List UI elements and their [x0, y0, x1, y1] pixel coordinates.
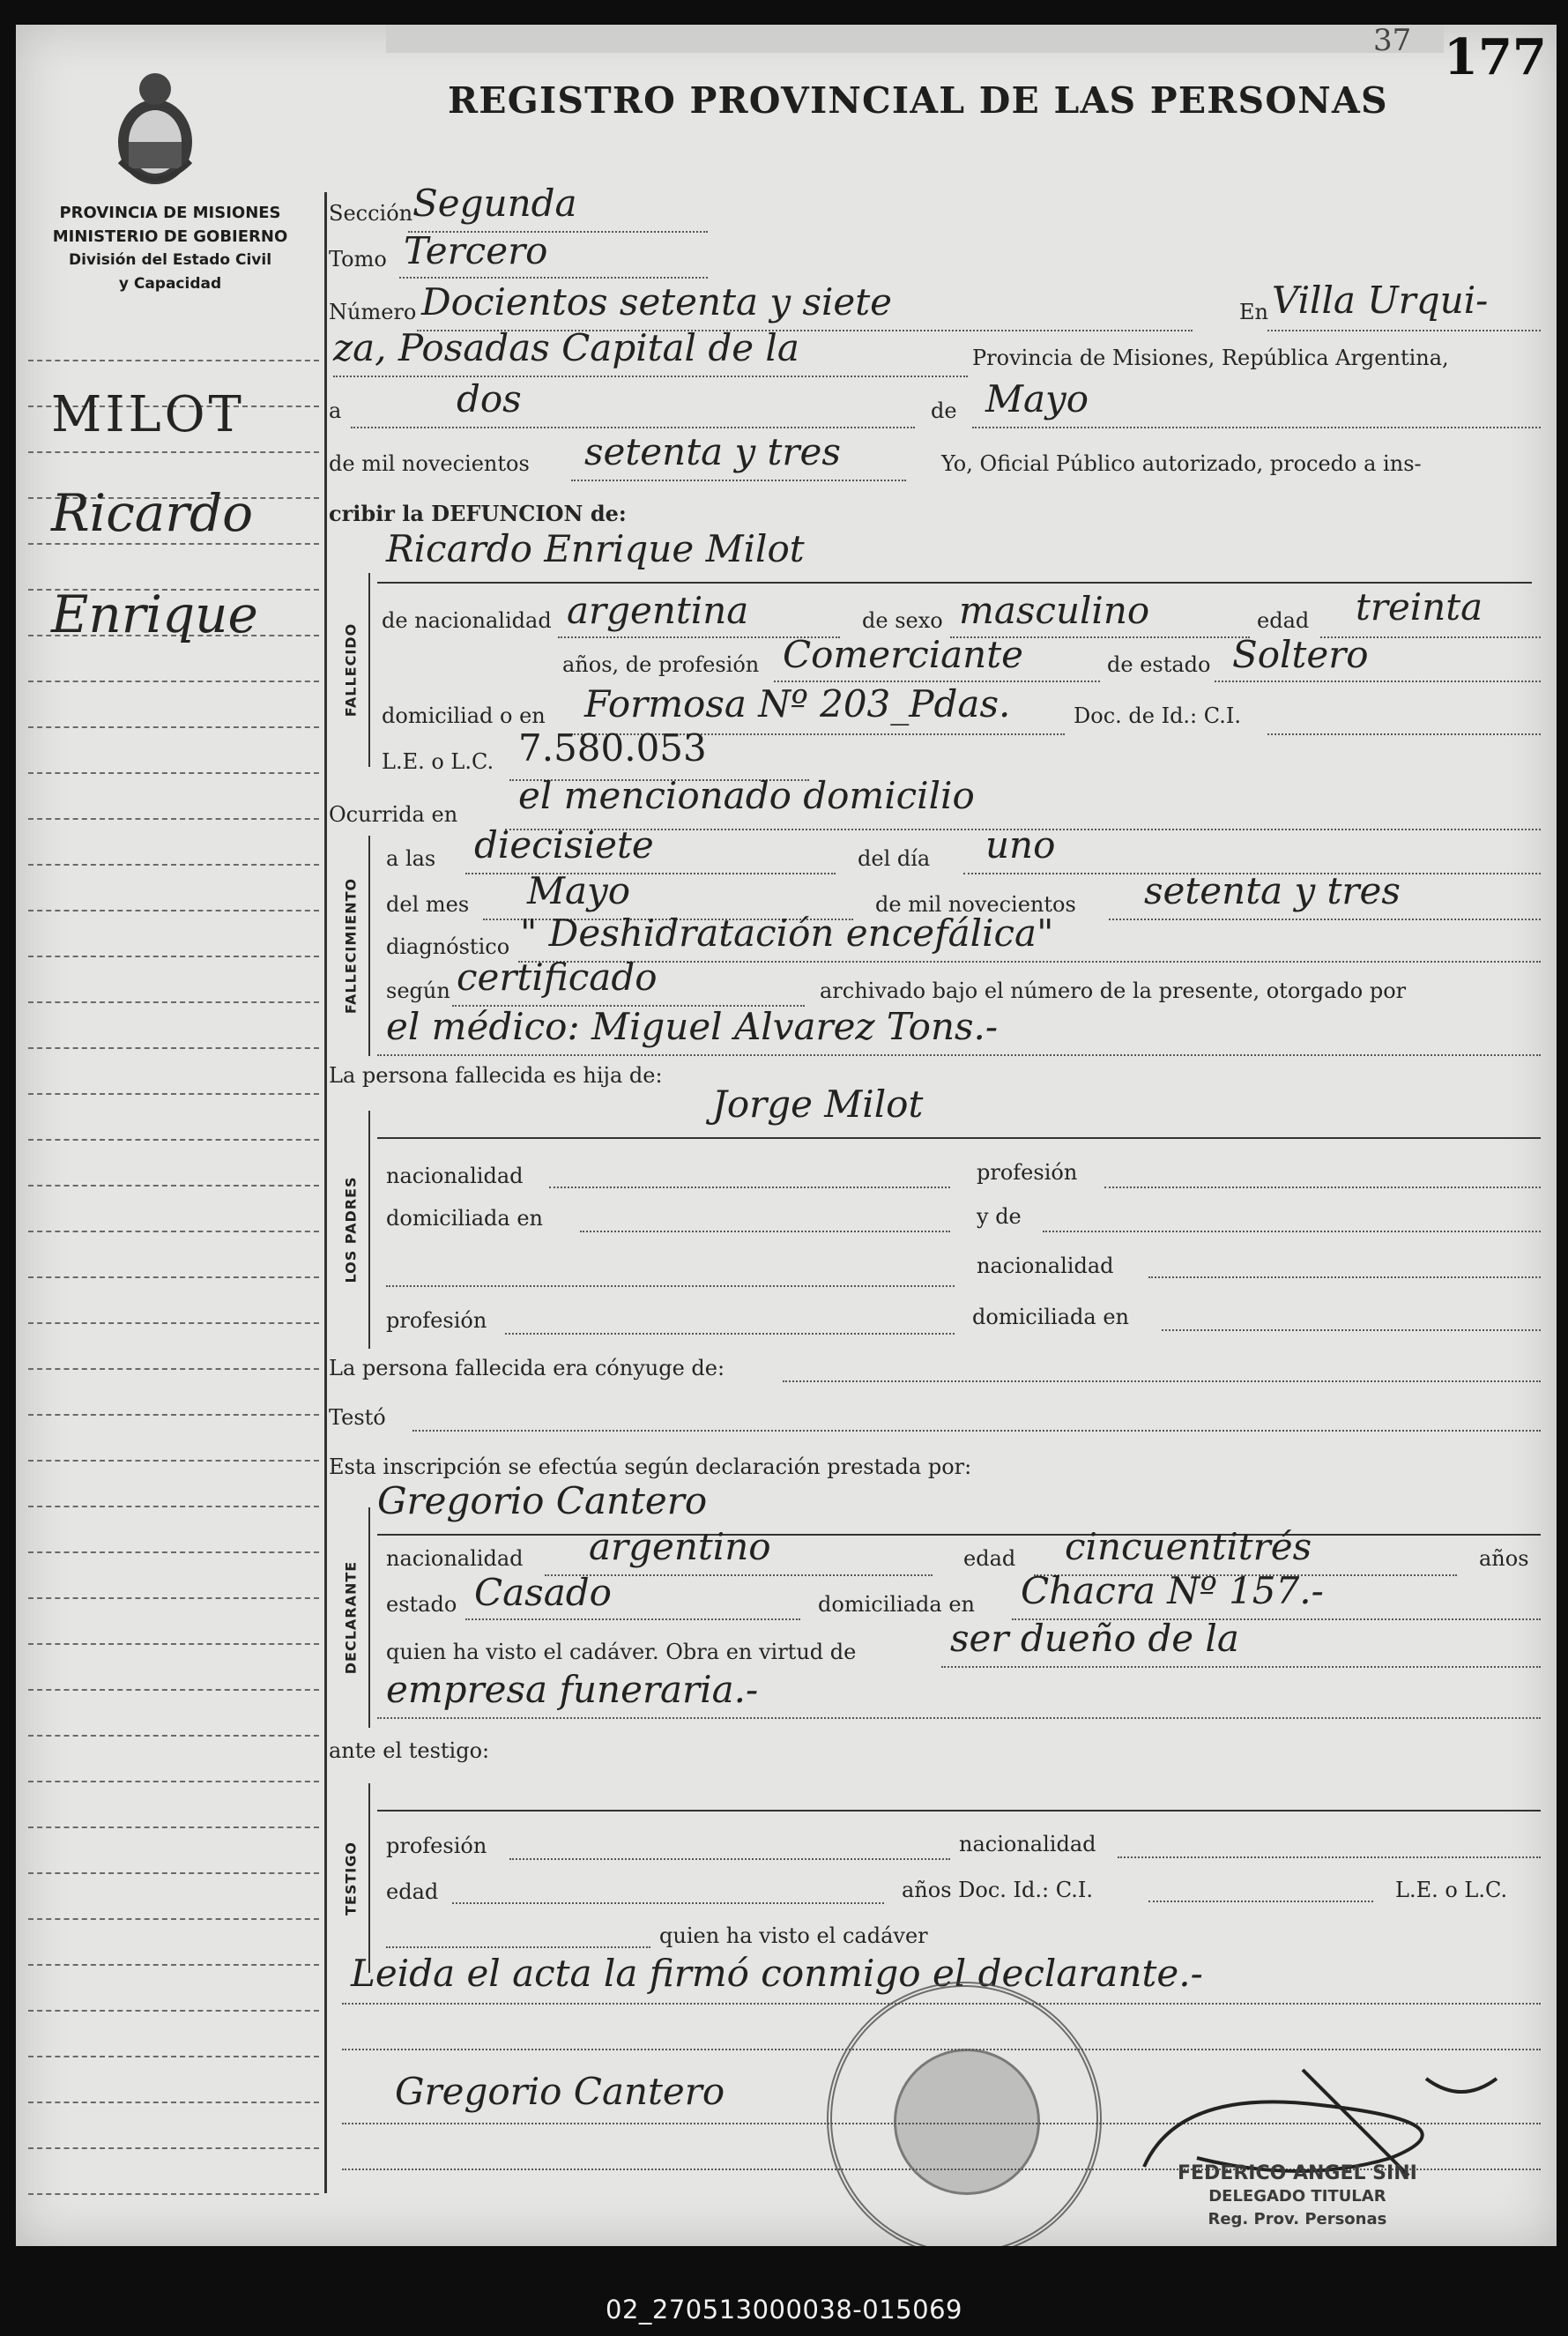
label-inscribir: cribir la DEFUNCION de:	[329, 501, 627, 526]
value-mes: Mayo	[985, 377, 1089, 420]
label-edad-declarante: edad	[963, 1546, 1016, 1571]
label-de: de	[931, 398, 957, 423]
section-padres	[333, 1111, 370, 1349]
label-nacionalidad: de nacionalidad	[382, 608, 552, 633]
field-line	[386, 1946, 650, 1948]
label-seccion: Sección	[329, 201, 413, 226]
value-dia: dos	[457, 377, 522, 420]
value-ocurrida: el mencionado domicilio	[518, 774, 975, 817]
field-line	[518, 961, 1541, 963]
field-line	[571, 480, 906, 481]
label-conyuge: La persona fallecida era cónyuge de:	[329, 1356, 725, 1380]
label-inscripcion: Esta inscripción se efectúa según declaración prestada por:	[329, 1454, 972, 1479]
label-profesion-madre: profesión	[386, 1308, 487, 1333]
margin-line	[28, 1185, 319, 1187]
value-anio: setenta y tres	[1144, 869, 1401, 912]
label-testo: Testó	[329, 1405, 386, 1430]
section-testigo	[333, 1783, 370, 1973]
margin-line	[28, 2056, 319, 2057]
label-ocurrida: Ocurrida en	[329, 802, 458, 827]
official-role: DELEGADO TITULAR	[1208, 2187, 1386, 2206]
field-line	[505, 1333, 955, 1335]
label-nacionalidad-padre: nacionalidad	[386, 1164, 524, 1188]
official-name: FEDERICO ANGEL SINI	[1178, 2162, 1417, 2184]
field-line	[1104, 1187, 1541, 1188]
label-domiciliada-padre: domiciliada en	[386, 1206, 543, 1231]
label-hora: a las	[386, 846, 436, 871]
field-line	[509, 1858, 950, 1860]
margin-line	[28, 1506, 319, 1507]
value-domicilio-declarante: Chacra Nº 157.-	[1021, 1569, 1324, 1612]
label-mil: de mil novecientos	[329, 451, 530, 476]
value-virtud-cont: empresa funeraria.-	[386, 1668, 759, 1711]
label-provincia: Provincia de Misiones, República Argentina,	[972, 346, 1449, 370]
label-domicilio-declarante: domiciliada en	[818, 1592, 975, 1617]
value-sexo: masculino	[959, 589, 1150, 632]
issuer-line: División del Estado Civil	[68, 251, 272, 269]
label-testigo: ante el testigo:	[329, 1738, 490, 1763]
value-place-cont: za, Posadas Capital de la	[333, 326, 799, 369]
value-edad-declarante: cincuentitrés	[1065, 1525, 1312, 1568]
section-label: FALLECIMIENTO	[342, 877, 360, 1015]
margin-line	[28, 1597, 319, 1599]
value-dia: uno	[985, 823, 1056, 867]
value-estado: Soltero	[1232, 633, 1369, 676]
field-line	[452, 1902, 884, 1904]
field-line	[1162, 1329, 1541, 1331]
value-nombre-fallecido: Ricardo Enrique Milot	[386, 527, 805, 570]
margin-line	[28, 818, 319, 820]
margin-line	[28, 1231, 319, 1232]
margin-line	[28, 1047, 319, 1049]
margin-line	[28, 543, 319, 545]
field-line	[783, 1380, 1541, 1382]
label-nacionalidad-testigo: nacionalidad	[959, 1832, 1096, 1856]
field-line	[1267, 330, 1541, 331]
field-line	[941, 1666, 1541, 1668]
margin-given-name: Enrique	[51, 584, 258, 644]
label-numero: Número	[329, 300, 417, 324]
label-profesion: años, de profesión	[562, 652, 760, 677]
section-label: DECLARANTE	[342, 1560, 360, 1675]
value-le: 7.580.053	[518, 726, 707, 770]
label-sexo: de sexo	[862, 608, 943, 633]
value-medico: el médico: Miguel Alvarez Tons.-	[386, 1005, 999, 1048]
section-label: FALLECIDO	[342, 622, 360, 718]
margin-line	[28, 1918, 319, 1920]
margin-line	[28, 956, 319, 957]
label-edad-testigo: edad	[386, 1879, 439, 1904]
label-visto: quien ha visto el cadáver. Obra en virtud de	[386, 1640, 857, 1664]
section-declarante	[333, 1507, 370, 1728]
field-line	[412, 1430, 1541, 1432]
field-line	[1109, 919, 1541, 920]
margin-line	[28, 1093, 319, 1095]
margin-line	[28, 2193, 319, 2195]
value-domicilio: Formosa Nº 203_Pdas.	[584, 682, 1011, 725]
field-line	[386, 1285, 955, 1287]
margin-line	[28, 1460, 319, 1462]
margin-line	[28, 1826, 319, 1828]
label-a: a	[329, 398, 342, 423]
value-hora: diecisiete	[474, 823, 654, 867]
margin-line	[28, 1001, 319, 1003]
coat-of-arms-icon	[107, 64, 204, 197]
label-profesion-padre: profesión	[977, 1160, 1078, 1185]
field-line	[377, 1717, 1541, 1719]
declarante-signature: Gregorio Cantero	[395, 2070, 725, 2113]
margin-line	[28, 1872, 319, 1874]
label-anios-declarante: años	[1479, 1546, 1529, 1571]
value-nacionalidad: argentina	[567, 589, 749, 632]
label-doc-testigo: años Doc. Id.: C.I.	[902, 1878, 1093, 1902]
value-profesion: Comerciante	[783, 633, 1023, 676]
section-label: LOS PADRES	[342, 1176, 360, 1283]
value-padre: Jorge Milot	[712, 1082, 924, 1126]
label-hija: La persona fallecida es hija de:	[329, 1063, 663, 1088]
label-yde: y de	[977, 1204, 1022, 1229]
page-number-small: 37	[1373, 25, 1412, 58]
value-anio: setenta y tres	[584, 430, 841, 473]
margin-line	[28, 1139, 319, 1141]
label-en: En	[1239, 300, 1268, 324]
label-visto-testigo: quien ha visto el cadáver	[659, 1923, 928, 1948]
value-place: Villa Urqui-	[1272, 279, 1489, 322]
margin-line	[28, 1643, 319, 1645]
margin-line	[28, 1781, 319, 1782]
margin-line	[28, 360, 319, 361]
field-line	[399, 277, 708, 279]
field-line	[1043, 1231, 1541, 1232]
value-estado-declarante: Casado	[474, 1571, 612, 1614]
field-line	[465, 873, 836, 874]
field-line	[377, 1137, 1541, 1139]
margin-line	[28, 726, 319, 728]
label-estado-declarante: estado	[386, 1592, 457, 1617]
field-line	[377, 1534, 1541, 1536]
file-id: 02_270513000038-015069	[606, 2295, 962, 2325]
value-mes: Mayo	[527, 869, 631, 912]
page-number: 177	[1444, 28, 1547, 86]
label-nacionalidad-madre: nacionalidad	[977, 1254, 1114, 1278]
margin-line	[28, 1551, 319, 1553]
margin-line	[28, 2010, 319, 2012]
official-block	[1178, 2162, 1417, 2231]
field-line	[465, 1618, 800, 1620]
page-title: REGISTRO PROVINCIAL DE LAS PERSONAS	[448, 79, 1388, 122]
value-declarante-nombre: Gregorio Cantero	[377, 1479, 708, 1522]
label-mes: del mes	[386, 892, 470, 917]
margin-line	[28, 1964, 319, 1966]
field-line	[377, 582, 1532, 584]
margin-line	[28, 2147, 319, 2149]
field-line	[1148, 1901, 1373, 1902]
label-diagnostico: diagnóstico	[386, 934, 510, 959]
label-domicilio: domiciliad o en	[382, 703, 546, 728]
issuer-block	[16, 201, 324, 296]
margin-line	[28, 1735, 319, 1737]
value-virtud: ser dueño de la	[950, 1617, 1239, 1660]
field-line	[549, 1187, 950, 1188]
stamp-center	[894, 2049, 1040, 2195]
label-le-testigo: L.E. o L.C.	[1395, 1878, 1508, 1902]
label-oficial: Yo, Oficial Público autorizado, procedo a ins-	[941, 451, 1422, 476]
margin-line	[28, 2102, 319, 2103]
label-segun: según	[386, 978, 450, 1003]
margin-line	[28, 1689, 319, 1691]
section-label: TESTIGO	[342, 1841, 360, 1916]
margin-given-name: Ricardo	[51, 483, 254, 543]
value-seccion: Segunda	[412, 182, 577, 225]
value-nacionalidad-declarante: argentino	[589, 1525, 771, 1568]
value-numero: Docientos setenta y siete	[421, 280, 893, 324]
field-line	[580, 1231, 950, 1232]
section-fallecido	[333, 573, 370, 767]
label-domiciliada-madre: domiciliada en	[972, 1305, 1129, 1329]
issuer-line: MINISTERIO DE GOBIERNO	[52, 227, 288, 246]
margin-line	[28, 1322, 319, 1324]
issuer-line: PROVINCIA DE MISIONES	[59, 204, 281, 222]
label-nacionalidad-declarante: nacionalidad	[386, 1546, 524, 1571]
label-mil: de mil novecientos	[875, 892, 1076, 917]
margin-surname: MILOT	[51, 386, 245, 443]
official-registry: Reg. Prov. Personas	[1208, 2210, 1387, 2228]
field-line	[1215, 681, 1541, 682]
label-estado: de estado	[1107, 652, 1211, 677]
value-edad: treinta	[1356, 585, 1483, 629]
section-fallecimiento	[333, 836, 370, 1056]
issuer-line: y Capacidad	[118, 275, 222, 293]
label-edad: edad	[1257, 608, 1310, 633]
label-tomo: Tomo	[329, 247, 387, 272]
label-archivado: archivado bajo el número de la presente, otorgado por	[820, 978, 1407, 1003]
margin-line	[28, 772, 319, 774]
field-line	[972, 427, 1541, 428]
field-line	[377, 1054, 1541, 1056]
label-profesion-testigo: profesión	[386, 1834, 487, 1858]
top-strip	[386, 25, 1444, 53]
margin-line	[28, 910, 319, 911]
value-diagnostico: " Deshidratación encefálica"	[520, 911, 1054, 955]
field-line	[1148, 1276, 1541, 1278]
margin-line	[28, 1368, 319, 1370]
field-line	[333, 376, 968, 377]
field-line	[1267, 733, 1541, 735]
margin-line	[28, 864, 319, 866]
field-line	[351, 427, 915, 428]
closing-statement: Leida el acta la firmó conmigo el declarante.-	[351, 1952, 1203, 1995]
label-doc: Doc. de Id.: C.I.	[1074, 703, 1242, 728]
field-line	[377, 1810, 1541, 1812]
margin-line	[28, 681, 319, 682]
value-tomo: Tercero	[404, 229, 548, 272]
field-line	[1118, 1856, 1541, 1858]
value-segun: certificado	[457, 956, 658, 999]
margin-line	[28, 1276, 319, 1278]
official-stamp-icon	[827, 1982, 1102, 2246]
label-le: L.E. o L.C.	[382, 749, 494, 774]
label-dia: del día	[858, 846, 931, 871]
margin-line	[28, 1414, 319, 1416]
margin-line	[28, 451, 319, 453]
certificate-paper	[16, 25, 1557, 2246]
